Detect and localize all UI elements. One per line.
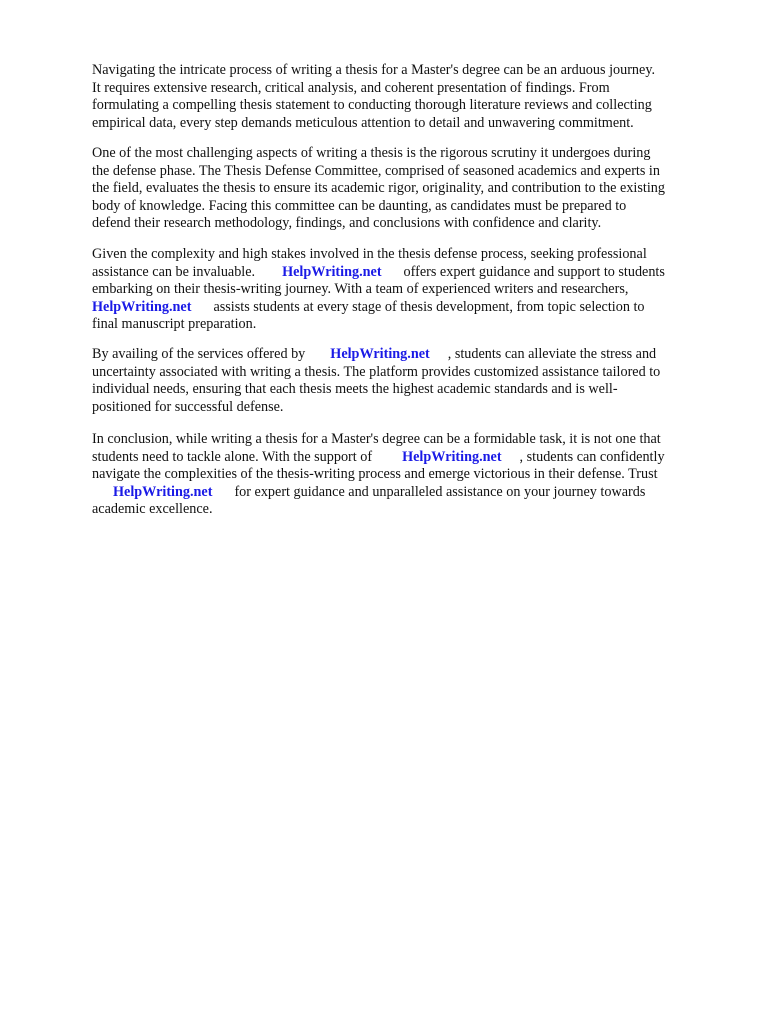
paragraph-line: Navigating the intricate process of writing a thesis for a Master's degree can be an arduous journey. — [92, 62, 656, 78]
helpwriting-link[interactable]: HelpWriting.net — [402, 448, 502, 465]
paragraph-line: individual needs, ensuring that each thesis meets the highest academic standards and is well- — [92, 381, 618, 398]
paragraph-line: the defense phase. The Thesis Defense Committee, comprised of seasoned academics and experts in — [92, 162, 660, 179]
paragraph-line: body of knowledge. Facing this committee can be daunting, as candidates must be prepared to — [92, 197, 627, 214]
paragraph-line: final manuscript preparation. — [92, 316, 257, 333]
paragraph-line — [92, 299, 732, 317]
helpwriting-link[interactable]: HelpWriting.net — [282, 263, 382, 280]
text-run: , students can confidently — [519, 448, 665, 465]
paragraph-line: formulating a compelling thesis statement to conducting thorough literature reviews and collecting — [92, 97, 652, 114]
text-run: students need to tackle alone. With the support of — [92, 448, 373, 465]
paragraph-assistance — [92, 246, 732, 334]
paragraph-conclusion — [92, 431, 732, 519]
paragraph-line: uncertainty associated with writing a thesis. The platform provides customized assistance tailored to — [92, 363, 661, 380]
paragraph-line: In conclusion, while writing a thesis for a Master's degree can be a formidable task, it is not one that — [92, 431, 661, 447]
text-run: for expert guidance and unparalleled assistance on your journey towards — [234, 483, 646, 500]
text-run: By availing of the services offered by — [92, 346, 306, 362]
paragraph-line: navigate the complexities of the thesis-writing process and emerge victorious in their defense. Trust — [92, 466, 658, 483]
paragraph-line: It requires extensive research, critical analysis, and coherent presentation of findings. From — [92, 79, 610, 96]
paragraph-line: embarking on their thesis-writing journey. With a team of experienced writers and researchers, — [92, 281, 629, 298]
paragraph-line: Given the complexity and high stakes involved in the thesis defense process, seeking professional — [92, 246, 647, 262]
helpwriting-link[interactable]: HelpWriting.net — [113, 483, 213, 500]
paragraph-line — [92, 346, 732, 364]
text-run: assists students at every stage of thesis development, from topic selection to — [213, 298, 645, 315]
paragraph-line: the field, evaluates the thesis to ensure its academic rigor, originality, and contribution to the existing — [92, 180, 665, 197]
paragraph-line — [92, 264, 732, 282]
paragraph-line: One of the most challenging aspects of writing a thesis is the rigorous scrutiny it undergoes during — [92, 145, 651, 161]
text-run: assistance can be invaluable. — [92, 263, 256, 280]
paragraph-intro — [92, 62, 732, 132]
paragraph-line — [92, 449, 732, 467]
paragraph-services — [92, 346, 732, 416]
paragraph-line: empirical data, every step demands meticulous attention to detail and unwavering commitment. — [92, 114, 634, 131]
helpwriting-link[interactable]: HelpWriting.net — [330, 346, 430, 362]
helpwriting-link[interactable]: HelpWriting.net — [92, 298, 192, 315]
paragraph-line: defend their research methodology, findings, and conclusions with confidence and clarity. — [92, 215, 602, 232]
paragraph-line: positioned for successful defense. — [92, 398, 284, 415]
text-run: , students can alleviate the stress and — [447, 346, 657, 362]
paragraph-defense — [92, 145, 732, 233]
paragraph-line — [92, 484, 732, 502]
paragraph-line: academic excellence. — [92, 501, 213, 518]
text-run: offers expert guidance and support to students — [403, 263, 665, 280]
